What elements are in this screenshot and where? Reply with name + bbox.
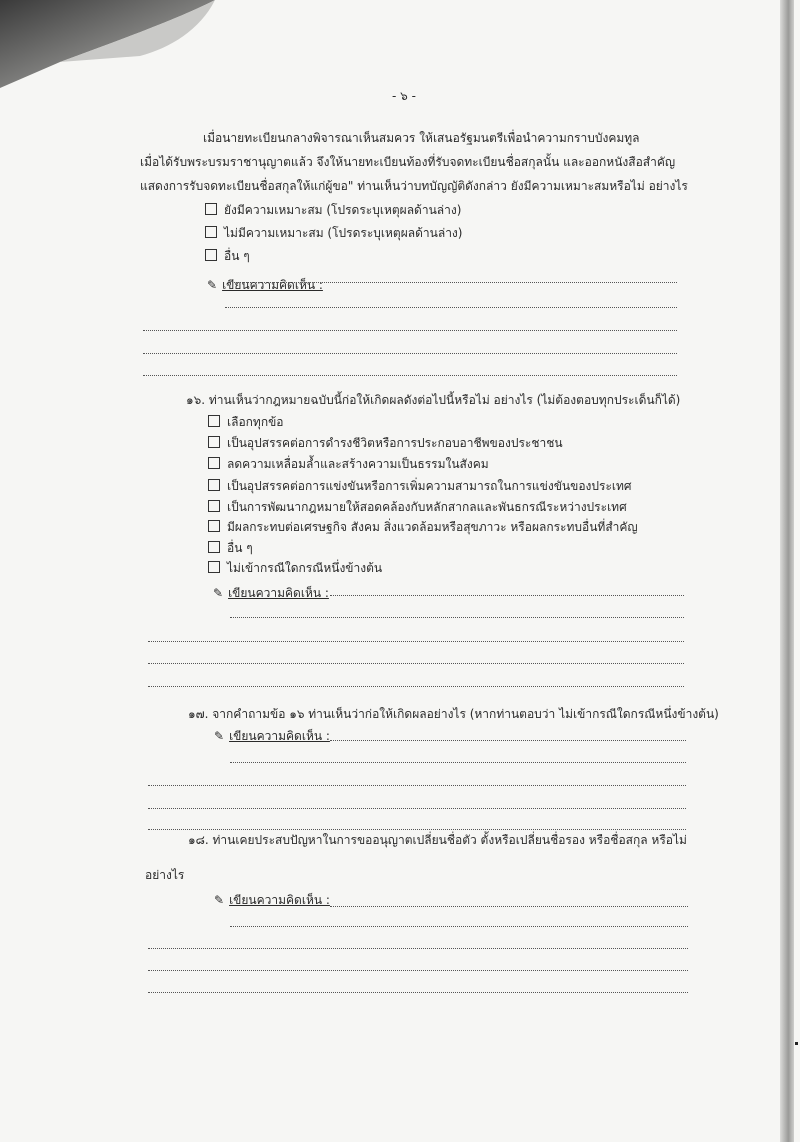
intro-line-3: แสดงการรับจดทะเบียนชื่อสกุลให้แก่ผู้ขอ" ท่านเห็นว่าบทบัญญัติดังกล่าว ยังมีความเหมาะสมหรือไม่ อย่างไร	[140, 179, 688, 193]
comment-line[interactable]	[230, 617, 684, 618]
checkbox[interactable]	[205, 203, 217, 215]
scan-speck	[795, 1042, 798, 1045]
comment-line[interactable]	[225, 307, 677, 308]
checkbox[interactable]	[208, 457, 220, 469]
comment-line[interactable]	[230, 282, 677, 283]
scan-edge-shadow	[780, 0, 794, 1142]
comment-line[interactable]	[148, 808, 686, 809]
pencil-icon: ✎	[214, 729, 225, 743]
pencil-icon: ✎	[207, 278, 218, 292]
q16-option[interactable]: มีผลกระทบต่อเศรษฐกิจ สังคม สิ่งแวดล้อมหรือสุขภาวะ หรือผลกระทบอื่นที่สำคัญ	[208, 519, 638, 535]
option-not-suitable[interactable]: ไม่มีความเหมาะสม (โปรดระบุเหตุผลด้านล่าง)	[205, 225, 462, 241]
checkbox[interactable]	[208, 415, 220, 427]
checkbox[interactable]	[208, 520, 220, 532]
intro-line-1: เมื่อนายทะเบียนกลางพิจารณาเห็นสมควร ให้เสนอรัฐมนตรีเพื่อนำความกราบบังคมทูล	[203, 131, 640, 145]
comment-line[interactable]	[330, 740, 686, 741]
question-18-line-1: ๑๘. ท่านเคยประสบปัญหาในการขออนุญาตเปลี่ยนชื่อตัว ตั้งหรือเปลี่ยนชื่อรอง หรือชื่อสกุล หรือไม่	[188, 833, 687, 847]
question-17: ๑๗. จากคำถามข้อ ๑๖ ท่านเห็นว่าก่อให้เกิดผลอย่างไร (หากท่านตอบว่า ไม่เข้ากรณีใดกรณีหนึ่งข้างต้น)	[188, 707, 719, 721]
option-suitable[interactable]: ยังมีความเหมาะสม (โปรดระบุเหตุผลด้านล่าง)	[205, 202, 461, 218]
checkbox[interactable]	[208, 541, 220, 553]
checkbox[interactable]	[205, 249, 217, 261]
comment-line[interactable]	[148, 970, 688, 971]
question-16: ๑๖. ท่านเห็นว่ากฎหมายฉบับนี้ก่อให้เกิดผลดังต่อไปนี้หรือไม่ อย่างไร (ไม่ต้องตอบทุกประเด็นก็ได้)	[186, 393, 681, 407]
q16-option[interactable]: เลือกทุกข้อ	[208, 414, 284, 430]
comment-line[interactable]	[148, 948, 688, 949]
q16-option[interactable]: เป็นอุปสรรคต่อการแข่งขันหรือการเพิ่มความสามารถในการแข่งขันของประเทศ	[208, 478, 632, 494]
comment-line[interactable]	[230, 762, 686, 763]
comment-line[interactable]	[330, 595, 684, 596]
option-other[interactable]: อื่น ๆ	[205, 248, 250, 264]
comment-label: ✎ เขียนความคิดเห็น :	[207, 278, 323, 292]
comment-line[interactable]	[143, 353, 677, 354]
comment-line[interactable]	[148, 829, 686, 830]
page-number: - ๖ -	[392, 89, 416, 103]
q16-option[interactable]: เป็นอุปสรรคต่อการดำรงชีวิตหรือการประกอบอาชีพของประชาชน	[208, 435, 563, 451]
folded-corner-shadow	[0, 0, 220, 90]
comment-label: ✎ เขียนความคิดเห็น :	[213, 586, 329, 600]
comment-line[interactable]	[148, 785, 686, 786]
comment-line[interactable]	[148, 686, 684, 687]
comment-line[interactable]	[148, 992, 688, 993]
comment-line[interactable]	[330, 906, 688, 907]
comment-line[interactable]	[230, 926, 688, 927]
pencil-icon: ✎	[214, 893, 225, 907]
pencil-icon: ✎	[213, 586, 224, 600]
checkbox[interactable]	[205, 226, 217, 238]
q16-option[interactable]: เป็นการพัฒนากฎหมายให้สอดคล้องกับหลักสากลและพันธกรณีระหว่างประเทศ	[208, 499, 627, 515]
checkbox[interactable]	[208, 436, 220, 448]
comment-line[interactable]	[148, 641, 684, 642]
comment-label: ✎ เขียนความคิดเห็น :	[214, 893, 330, 907]
q16-option[interactable]: ไม่เข้ากรณีใดกรณีหนึ่งข้างต้น	[208, 560, 382, 576]
comment-line[interactable]	[143, 375, 677, 376]
intro-line-2: เมื่อได้รับพระบรมราชานุญาตแล้ว จึงให้นายทะเบียนท้องที่รับจดทะเบียนชื่อสกุลนั้น และออกหนังสือสำคัญ	[140, 155, 676, 169]
checkbox[interactable]	[208, 479, 220, 491]
comment-line[interactable]	[148, 663, 684, 664]
checkbox[interactable]	[208, 500, 220, 512]
comment-label: ✎ เขียนความคิดเห็น :	[214, 729, 330, 743]
q16-option[interactable]: อื่น ๆ	[208, 540, 253, 556]
checkbox[interactable]	[208, 561, 220, 573]
comment-line[interactable]	[143, 330, 677, 331]
q16-option[interactable]: ลดความเหลื่อมล้ำและสร้างความเป็นธรรมในสังคม	[208, 456, 489, 472]
question-18-line-2: อย่างไร	[145, 868, 185, 882]
